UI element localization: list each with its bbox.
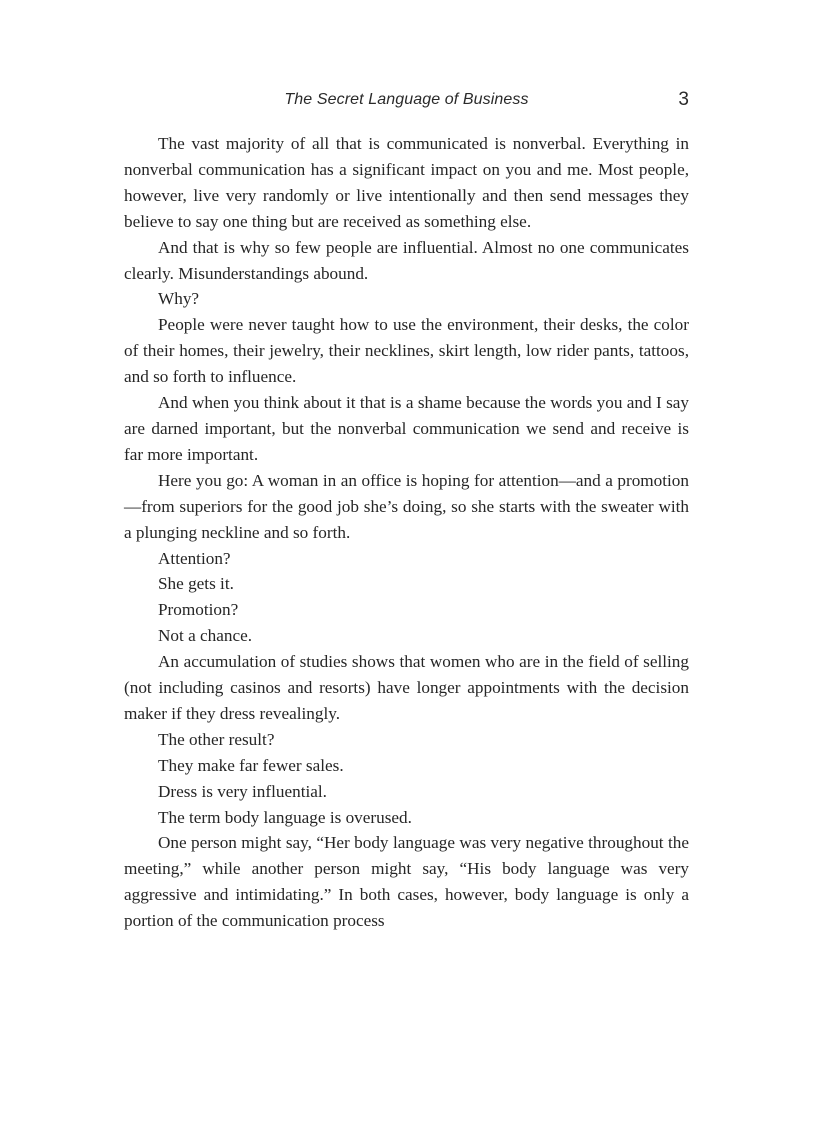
paragraph: And that is why so few people are influential. Almost no one communicates clearly. Misunderstandings abound. — [124, 237, 689, 283]
paragraph: And when you think about it that is a shame because the words you and I say are darned important, but the nonverbal communication we send and receive is far more important. — [124, 393, 689, 464]
paragraph: The other result? — [158, 729, 275, 749]
page-number: 3 — [678, 89, 689, 110]
paragraph: Promotion? — [158, 600, 239, 620]
running-head — [124, 89, 689, 113]
paragraph: Here you go: A woman in an office is hoping for attention—and a promotion—from superiors for the good job she’s doing, so she starts with the sweater with a plunging neckline and so forth. — [124, 470, 689, 542]
running-title: The Secret Language of Business — [284, 91, 529, 108]
paragraph: Not a chance. — [158, 626, 253, 646]
paragraph: Why? — [158, 289, 200, 309]
paragraph: The term body language is overused. — [158, 807, 412, 827]
paragraph: She gets it. — [158, 574, 234, 594]
paragraph: The vast majority of all that is communicated is nonverbal. Everything in nonverbal communication has a significant impact on you and me. Most people, however, live very randomly or live intentionally and then send messages they believe to say one thing but are received as something else. — [124, 134, 689, 231]
paragraph: They make far fewer sales. — [158, 755, 344, 775]
paragraph: One person might say, “Her body language was very negative throughout the meeting,” while another person might say, “His body language was very aggressive and intimidating.” In both cases, however, body language is only a portion of the communication process — [124, 833, 689, 931]
body-text — [124, 131, 689, 934]
paragraph: People were never taught how to use the environment, their desks, the color of their homes, their jewelry, their necklines, skirt length, low rider pants, tattoos, and so forth to influence. — [124, 315, 689, 387]
paragraph: Attention? — [158, 548, 231, 568]
paragraph: Dress is very influential. — [158, 781, 327, 801]
paragraph: An accumulation of studies shows that women who are in the field of selling (not including casinos and resorts) have longer appointments with the decision maker if they dress revealingly. — [124, 652, 689, 723]
